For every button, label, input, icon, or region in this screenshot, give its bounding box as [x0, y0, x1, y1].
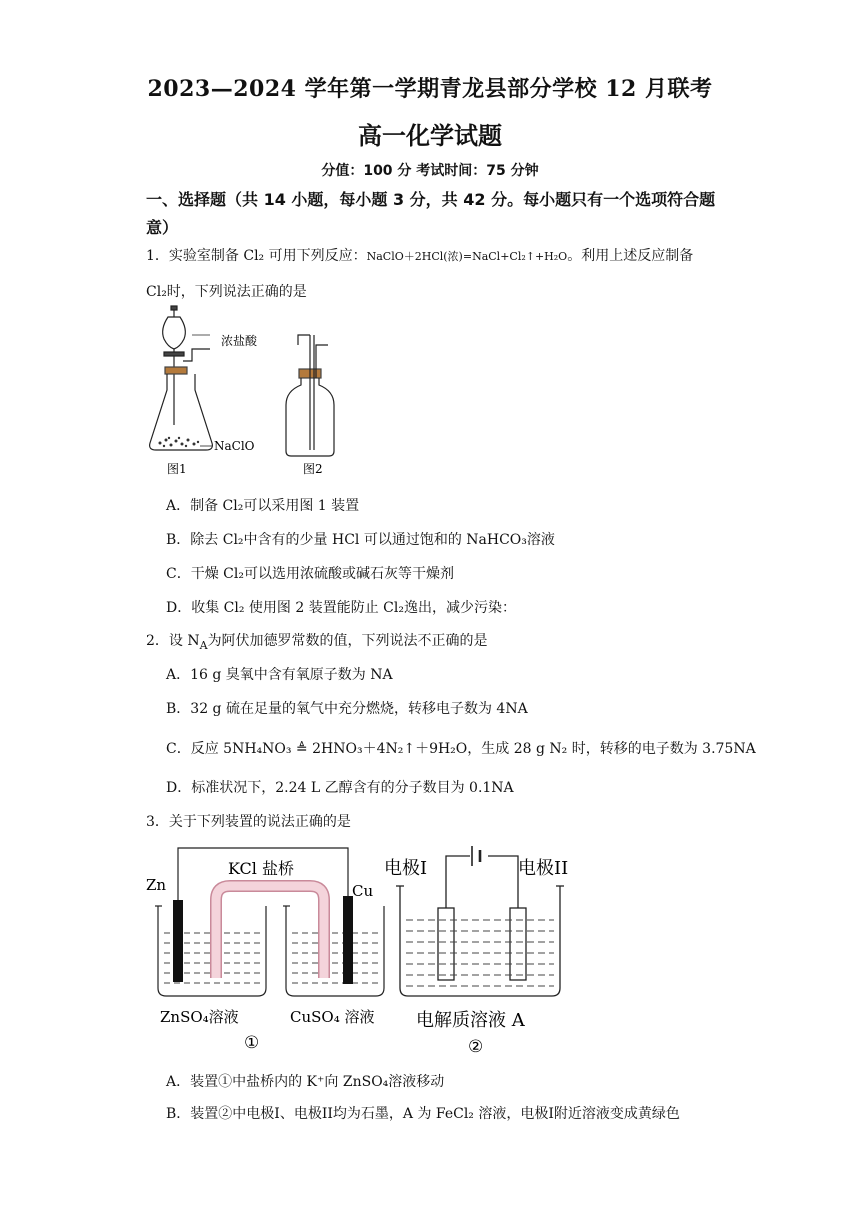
- q2-option-b: B．32 g 硫在足量的氧气中充分燃烧，转移电子数为 4NA: [166, 701, 528, 717]
- q1-option-d: D．收集 Cl₂ 使用图 2 装置能防止 Cl₂逸出，减少污染：: [166, 600, 516, 616]
- fig1-label-hcl: 浓盐酸: [221, 334, 258, 348]
- electrode-2-label: 电极II: [518, 858, 569, 879]
- q2-stem-rest: 为阿伏加德罗常数的值，下列说法不正确的是: [207, 633, 488, 649]
- q1-equation: NaClO＋2HCl(浓)=NaCl+Cl₂↑+H₂O: [366, 250, 568, 263]
- exam-meta: 分值：100 分 考试时间：75 分钟: [321, 163, 539, 179]
- fig1-label-naclo: NaClO: [214, 439, 255, 453]
- salt-bridge-label: KCl 盐桥: [228, 859, 294, 878]
- q1-stem-part2: 。利用上述反应制备: [567, 248, 694, 264]
- fig1-caption: 图1: [167, 462, 187, 476]
- q1-option-b: B．除去 Cl₂中含有的少量 HCl 可以通过饱和的 NaHCO₃溶液: [166, 532, 555, 548]
- question-1-stem-line2: Cl₂时，下列说法正确的是: [146, 284, 307, 300]
- salt-bridge: [216, 886, 324, 978]
- electrolyte-label: 电解质溶液 A: [416, 1010, 525, 1031]
- q3-option-a: A．装置①中盐桥内的 K⁺向 ZnSO₄溶液移动: [166, 1074, 445, 1090]
- cuso4-label: CuSO₄ 溶液: [290, 1008, 375, 1026]
- cu-label: Cu: [352, 882, 374, 900]
- q2-option-c: C．反应 5NH₄NO₃ ≜ 2HNO₃＋4N₂↑＋9H₂O，生成 28 g N₂ 时，转移的电子数为 3.75NA: [166, 741, 756, 757]
- q1-figures: [140, 305, 360, 480]
- q3-option-b: B．装置②中电极I、电极II均为石墨，A 为 FeCl₂ 溶液，电极I附近溶液变成黄绿色: [166, 1106, 680, 1122]
- q2-option-a: A．16 g 臭氧中含有氧原子数为 NA: [166, 667, 393, 683]
- exam-title: 2023—2024 学年第一学期青龙县部分学校 12 月联考: [147, 76, 713, 102]
- q1-option-a: A．制备 Cl₂可以采用图 1 装置: [166, 498, 360, 514]
- question-2-stem: [146, 630, 488, 657]
- exam-subtitle: 高一化学试题: [358, 121, 502, 150]
- device-2-solution: [406, 920, 554, 986]
- electrode-1-label: 电极I: [384, 858, 428, 879]
- znso4-label: ZnSO₄溶液: [160, 1008, 239, 1026]
- q3-figures: [140, 838, 720, 1063]
- q2-option-d: D．标准状况下，2.24 L 乙醇含有的分子数目为 0.1NA: [166, 780, 514, 796]
- question-1-stem: [146, 245, 693, 268]
- q1-option-c: C．干燥 Cl₂可以选用浓硫酸或碱石灰等干燥剂: [166, 566, 454, 582]
- figure-2-bottle: [286, 335, 334, 456]
- zn-label: Zn: [146, 876, 167, 894]
- device-2-caption: ②: [468, 1037, 484, 1057]
- q1-stem-part1: 1．实验室制备 Cl₂ 可用下列反应：: [146, 248, 367, 264]
- zn-electrode: [173, 900, 183, 982]
- fig2-caption: 图2: [303, 462, 323, 476]
- figure-1-solid: [159, 437, 200, 447]
- section-heading: 一、选择题（共 14 小题，每小题 3 分，共 42 分。每小题只有一个选项符合题意）: [146, 190, 716, 237]
- device-1-caption: ①: [244, 1033, 260, 1053]
- cu-electrode: [343, 896, 353, 984]
- q2-stem-start: 2．设 N: [146, 633, 200, 649]
- q2-stem-sub: A: [199, 638, 208, 652]
- figure-1-apparatus: [150, 306, 213, 450]
- question-3-stem: 3．关于下列装置的说法正确的是: [146, 814, 351, 830]
